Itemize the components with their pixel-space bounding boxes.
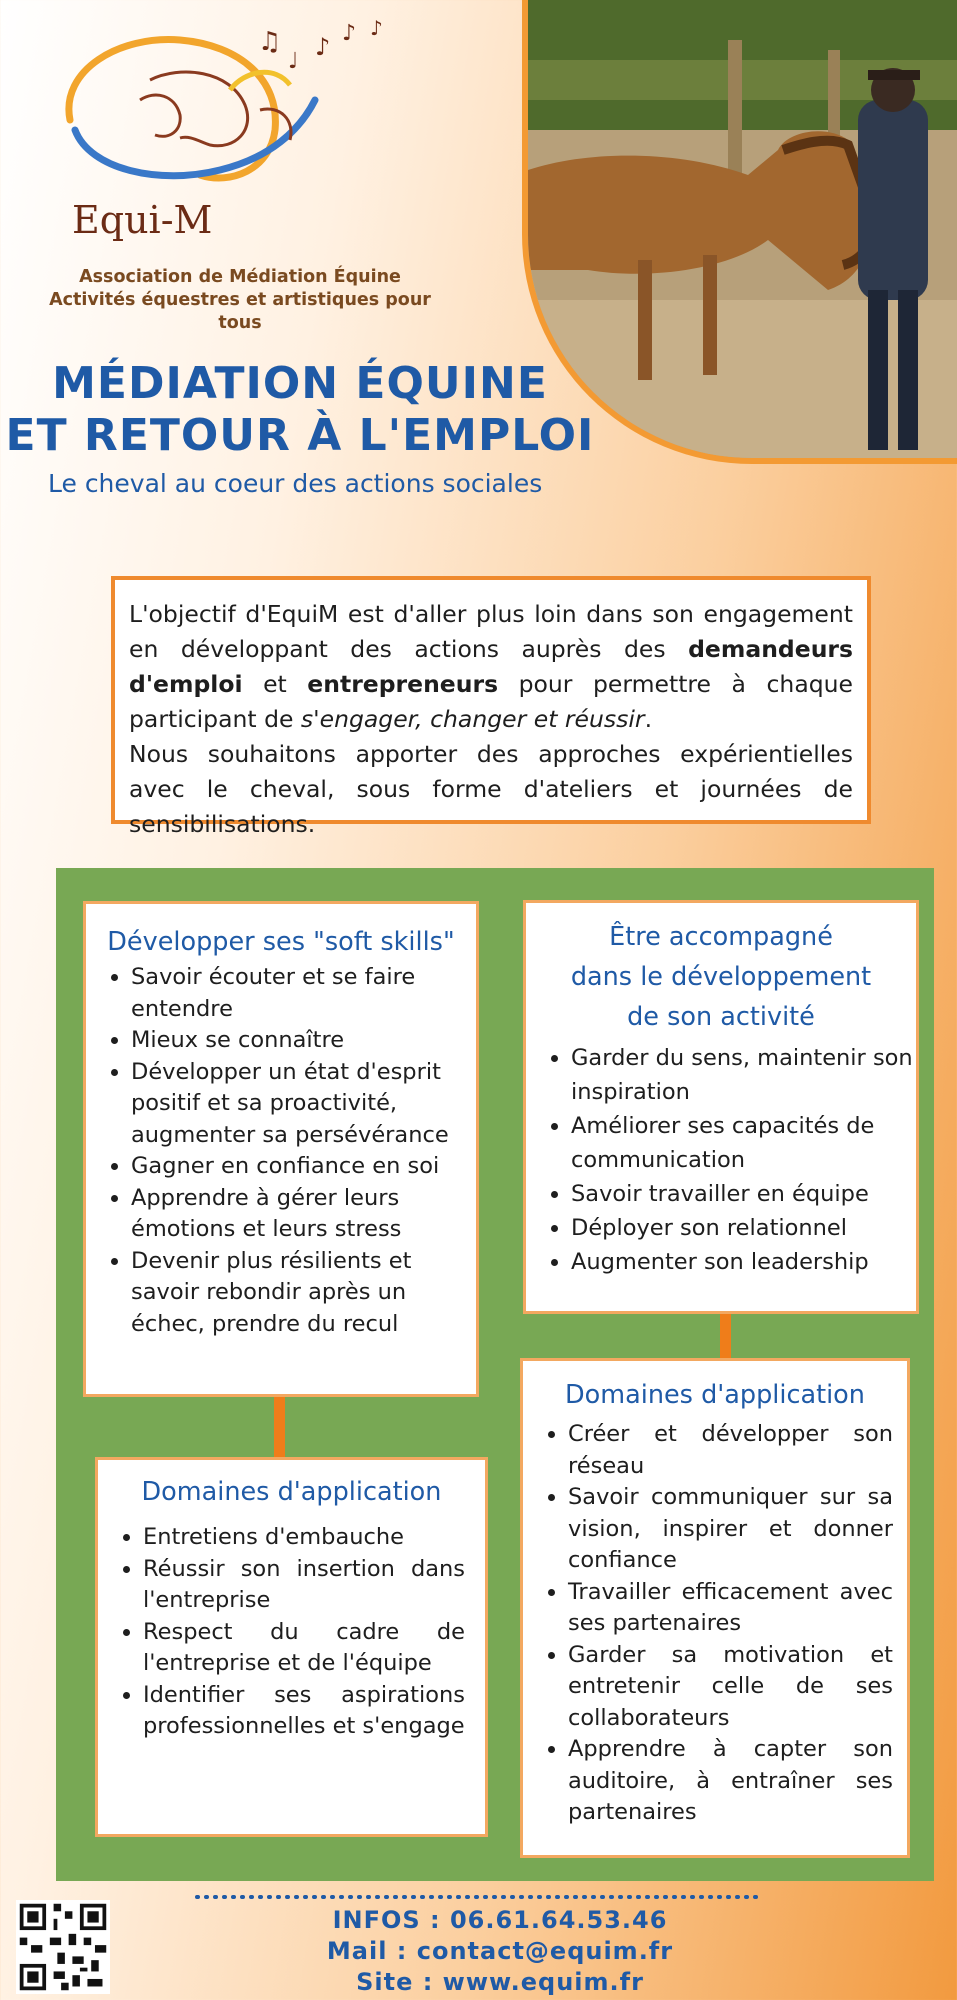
svg-text:♫: ♫ [258, 27, 282, 57]
list-item: • Savoir communiquer sur sa vision, inspirer et donner confiance [568, 1482, 893, 1577]
intro-italic: s'engager, changer et réussir [300, 705, 645, 733]
intro-text: pour permettre à chaque participant de [129, 670, 853, 733]
business-support-title-line-1: Être accompagné [609, 922, 833, 952]
list-item: • Apprendre à gérer leurs émotions et leurs stress [131, 1183, 476, 1246]
footer-website[interactable]: Site : www.equim.fr [356, 1968, 644, 1996]
business-support-card [523, 900, 919, 1314]
application-domains-left-list [98, 1522, 465, 1743]
svg-text:♩: ♩ [288, 49, 299, 74]
brand-name: Equi-M [72, 198, 213, 242]
application-domains-right-list [523, 1419, 893, 1829]
brand-tagline [30, 266, 450, 335]
list-item: • Augmenter son leadership [571, 1245, 916, 1279]
page-subtitle: Le cheval au coeur des actions sociales [48, 469, 543, 498]
footer-email[interactable]: Mail : contact@equim.fr [326, 1937, 674, 1965]
list-item: • Garder sa motivation et entretenir celle de ses collaborateurs [568, 1640, 893, 1735]
business-support-list [526, 1041, 916, 1279]
logo [30, 10, 460, 333]
list-item: • Savoir écouter et se faire entendre [131, 962, 476, 1025]
application-domains-right-title: Domaines d'application [565, 1380, 865, 1410]
list-item: • Gagner en confiance en soi [131, 1151, 476, 1183]
list-item: • Entretiens d'embauche [143, 1522, 465, 1554]
soft-skills-list [86, 962, 476, 1340]
list-item: • Savoir travailler en équipe [571, 1177, 916, 1211]
business-support-title-line-3: de son activité [627, 1002, 815, 1032]
page-title-line-1: MÉDIATION ÉQUINE [52, 358, 548, 409]
list-item: • Réussir son insertion dans l'entreprise [143, 1554, 465, 1617]
dotted-divider [193, 1892, 763, 1902]
application-domains-left-card [95, 1457, 488, 1837]
connector-right [720, 1312, 731, 1360]
intro-bold-jobseekers: demandeurs d'emploi [129, 635, 853, 698]
list-item: • Apprendre à capter son auditoire, à entraîner ses partenaires [568, 1734, 893, 1829]
svg-text:♪: ♪ [315, 33, 331, 61]
intro-text: . [644, 705, 653, 733]
svg-text:♪: ♪ [342, 21, 357, 46]
list-item: • Travailler efficacement avec ses partenaires [568, 1577, 893, 1640]
application-domains-left-title: Domaines d'application [141, 1477, 442, 1507]
application-domains-right-card [520, 1358, 910, 1858]
intro-paragraph-1 [129, 597, 853, 737]
intro-bold-entrepreneurs: entrepreneurs [307, 670, 499, 698]
soft-skills-title: Développer ses "soft skills" [107, 927, 455, 957]
list-item: • Développer un état d'esprit positif et sa proactivité, augmenter sa persévérance [131, 1057, 476, 1152]
list-item: • Identifier ses aspirations professionnelles et s'engage [143, 1680, 465, 1743]
list-item: • Créer et développer son réseau [568, 1419, 893, 1482]
svg-text:♪: ♪ [370, 16, 383, 40]
list-item: • Mieux se connaître [131, 1025, 476, 1057]
soft-skills-card [83, 901, 479, 1397]
intro-text: L'objectif d'EquiM est d'aller plus loin dans son engagement en développant des actions auprès des [129, 600, 853, 663]
connector-left [274, 1395, 285, 1460]
intro-paragraph-2: Nous souhaitons apporter des approches expérientielles avec le cheval, sous forme d'ateliers et journées de sensibilisations. [129, 740, 853, 838]
intro-box [111, 576, 871, 838]
list-item: • Respect du cadre de l'entreprise et de l'équipe [143, 1617, 465, 1680]
page-title-line-2: ET RETOUR À L'EMPLOI [5, 410, 595, 461]
list-item: • Garder du sens, maintenir son inspiration [571, 1041, 916, 1109]
horse-logo-icon [30, 10, 460, 210]
footer-phone: INFOS : 06.61.64.53.46 [332, 1906, 668, 1934]
business-support-title-line-2: dans le développement [570, 962, 872, 992]
brand-line-2: Activités équestres et artistiques pour tous [49, 290, 431, 333]
brand-line-1: Association de Médiation Équine [79, 267, 401, 287]
list-item: • Améliorer ses capacités de communication [571, 1109, 916, 1177]
qr-code-icon [16, 1900, 110, 1994]
list-item: • Devenir plus résilients et savoir rebondir après un échec, prendre du recul [131, 1246, 476, 1341]
intro-text: et [242, 670, 308, 698]
list-item: • Déployer son relationnel [571, 1211, 916, 1245]
